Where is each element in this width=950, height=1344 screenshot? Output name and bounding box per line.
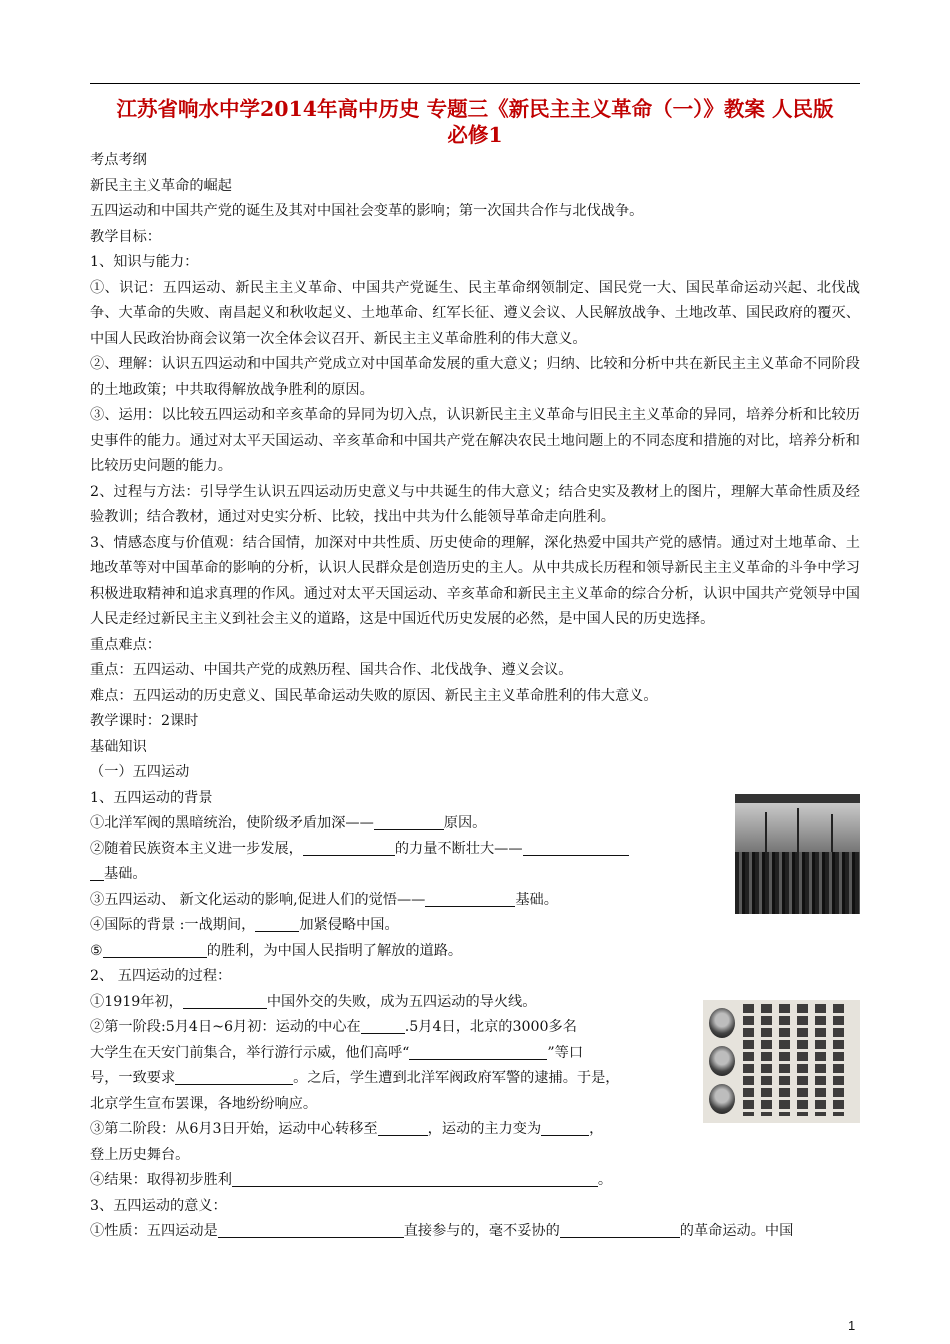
heading-rise: 新民主主义革命的崛起 — [90, 177, 232, 194]
paragraph-process-method: 2、过程与方法：引导学生认识五四运动历史意义与中共诞生的伟大意义；结合史实及教材上的图片，理解大革命性质及经验教训；结合教材，通过对史实分析、比较，找出中共为什么能领导革命走向胜利。 — [90, 483, 860, 525]
print-column — [815, 1004, 826, 1116]
heading-key-points: 重点难点： — [90, 636, 161, 653]
process-item-2-line4: 北京学生宣布罢课，各地纷纷响应。 — [90, 1095, 318, 1112]
fill-blank[interactable] — [409, 1044, 547, 1060]
document-title — [90, 96, 860, 148]
fill-blank[interactable] — [175, 1069, 293, 1085]
portrait — [709, 1084, 735, 1114]
background-item-4: ④国际的背景 :一战期间， 加紧侵略中国。 — [90, 917, 399, 933]
print-column — [743, 1004, 754, 1116]
print-column — [797, 1004, 808, 1116]
paragraph-values: 3、情感态度与价值观：结合国情，加深对中共性质、历史使命的理解，深化热爱中国共产党的感情。通过对土地革命、土地改革等对中国革命的影响的分析，认识人民群众是创造历史的主人。从中共成长历程和领导新民主主义革命的斗争中学习积极进取精神和追求真理的作风。通过对太平天国运动、辛亥革命和新民主主义革命的综合分析，认识中国共产党领导中国人民走经过新民主主义到社会主义的道路，这是中国近代历史发展的必然，是中国人民的历史选择。 — [90, 534, 860, 627]
title-line-2: 必修1 — [447, 123, 503, 147]
paragraph-understand: ②、理解：认识五四运动和中国共产党成立对中国革命发展的重大意义；归纳、比较和分析中共在新民主主义革命不同阶段的土地政策；中共取得解放战争胜利的原因。 — [90, 356, 860, 398]
heading-exam-outline: 考点考纲 — [90, 152, 147, 168]
heading-basic-knowledge: 基础知识 — [90, 738, 147, 755]
difficult-points-text: 难点：五四运动的历史意义、国民革命运动失败的原因、新民主主义革命胜利的伟大意义。 — [90, 687, 658, 704]
fill-blank[interactable] — [218, 1222, 404, 1238]
heading-process: 2、 五四运动的过程： — [90, 968, 232, 984]
fill-blank[interactable] — [303, 840, 395, 856]
process-item-3-line2: 登上历史舞台。 — [90, 1146, 190, 1163]
outline-text: 五四运动和中国共产党的诞生及其对中国社会变革的影响；第一次国共合作与北伐战争。 — [90, 203, 644, 219]
title-line-1: 江苏省响水中学2014年高中历史 专题三《新民主主义革命（一）》教案 人民版 — [116, 97, 834, 121]
portrait — [709, 1008, 735, 1038]
fill-blank[interactable] — [378, 1120, 428, 1136]
fill-blank[interactable] — [103, 942, 207, 958]
process-item-2: ②第一阶段:5月4日~6月初：运动的中心在 .5月4日，北京的3000多名 — [90, 1019, 577, 1035]
fill-blank[interactable] — [90, 865, 104, 881]
process-item-1: ①1919年初， 中国外交的失败，成为五四运动的导火线。 — [90, 993, 537, 1010]
portrait — [709, 1046, 735, 1076]
may-fourth-crowd-photo — [735, 794, 860, 914]
background-item-5: ⑤ 的胜利，为中国人民指明了解放的道路。 — [90, 942, 463, 959]
heading-may-fourth: （一）五四运动 — [90, 764, 190, 780]
paragraph-apply: ③、运用：以比较五四运动和辛亥革命的异同为切入点，认识新民主主义革命与旧民主主义革命的异同，培养分析和比较历史事件的能力。通过对太平天国运动、辛亥革命和中国共产党在解决农民土地问题上的不同态度和措施的对比，培养分析和比较历史问题的能力。 — [90, 407, 860, 474]
heading-knowledge: 1、知识与能力： — [90, 254, 199, 270]
heading-significance: 3、五四运动的意义： — [90, 1197, 227, 1214]
process-item-2-line2: 大学生在天安门前集合，举行游行示威，他们高呼“ ”等口 — [90, 1044, 584, 1061]
process-item-3: ③第二阶段：从6月3日开始，运动中心转移至 ，运动的主力变为 ， — [90, 1121, 604, 1137]
print-column — [761, 1004, 772, 1116]
background-item-2: ②随着民族资本主义进一步发展， 的力量不断壮大—— — [90, 837, 860, 863]
heading-background: 1、五四运动的背景 — [90, 789, 213, 806]
fill-blank[interactable] — [361, 1018, 405, 1034]
background-item-3: ③五四运动、 新文化运动的影响,促进人们的觉悟—— 基础。 — [90, 891, 558, 908]
header-rule — [90, 83, 860, 84]
heading-objectives: 教学目标： — [90, 228, 161, 245]
process-item-2-line3: 号，一致要求 。之后，学生遭到北洋军阀政府军警的逮捕。于是， — [90, 1070, 620, 1086]
fill-blank[interactable] — [183, 993, 267, 1009]
newspaper-clipping-photo — [703, 1000, 860, 1123]
fill-blank[interactable] — [560, 1222, 680, 1238]
key-points-text: 重点：五四运动、中国共产党的成熟历程、国共合作、北伐战争、遵义会议。 — [90, 662, 573, 678]
background-item-1: ①北洋军阀的黑暗统治，使阶级矛盾加深—— 原因。 — [90, 815, 487, 831]
crowd-silhouette — [735, 852, 860, 914]
print-column — [779, 1004, 790, 1116]
fill-blank[interactable] — [232, 1171, 598, 1187]
class-hours: 教学课时：2课时 — [90, 713, 199, 729]
process-item-4: ④结果：取得初步胜利 。 — [90, 1172, 613, 1188]
fill-blank[interactable] — [374, 814, 444, 830]
background-item-2-cont: 基础。 — [90, 862, 860, 888]
fill-blank[interactable] — [425, 891, 515, 907]
photo-caption-strip — [735, 794, 860, 803]
significance-item-1: ①性质：五四运动是 直接参与的，毫不妥协的 的革命运动。中国 — [90, 1223, 794, 1239]
page-number: 1 — [848, 1318, 856, 1333]
fill-blank[interactable] — [541, 1120, 589, 1136]
print-column — [833, 1004, 844, 1116]
fill-blank[interactable] — [523, 840, 629, 856]
fill-blank[interactable] — [255, 916, 299, 932]
paragraph-memorize: ①、识记：五四运动、新民主主义革命、中国共产党诞生、民主革命纲领制定、国民党一大、国民革命运动兴起、北伐战争、大革命的失败、南昌起义和秋收起义、土地革命、红军长征、遵义会议、人民解放战争、土地改革、国民政府的覆灭、中国人民政治协商会议第一次全体会议召开、新民主主义革命胜利的伟大意义。 — [90, 279, 860, 347]
